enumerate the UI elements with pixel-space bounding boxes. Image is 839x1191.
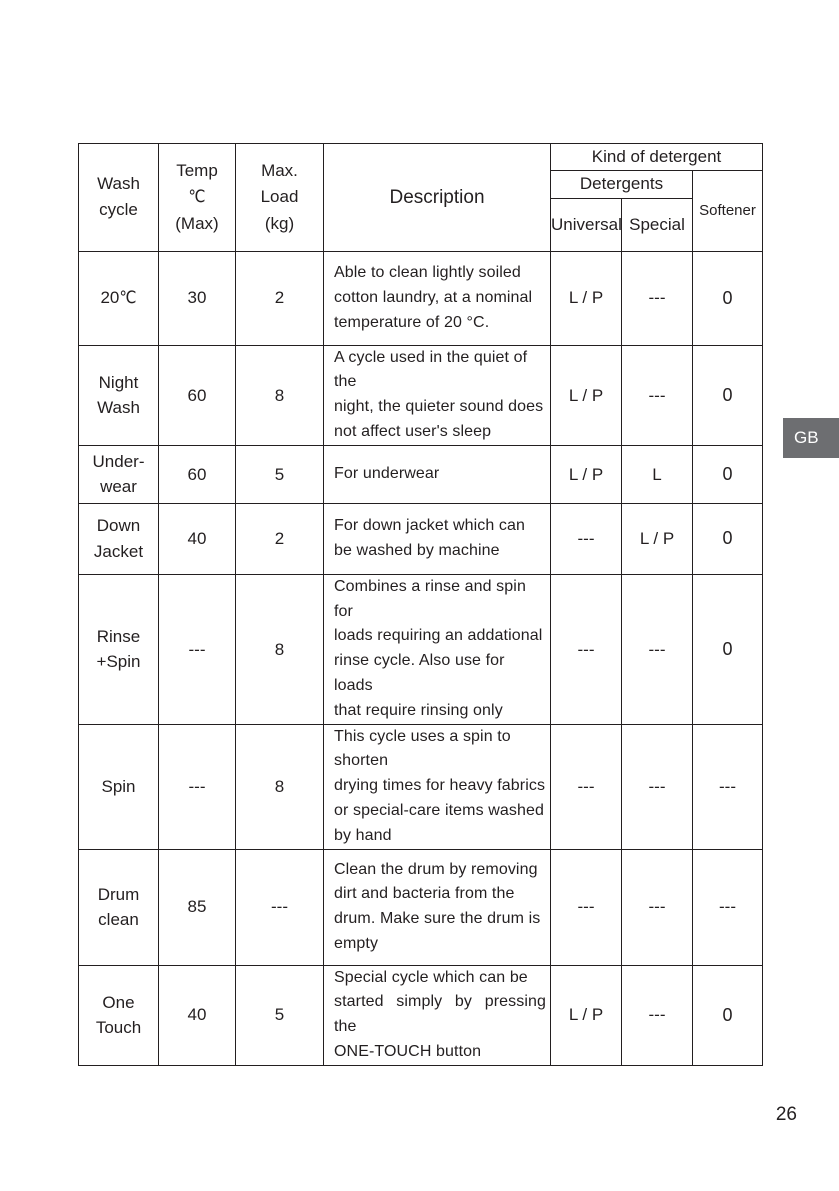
header-temp-text: [175, 158, 218, 237]
cell-description: [324, 849, 551, 965]
wash-cycle-line: wear: [100, 477, 137, 497]
cell-universal: L / P: [551, 251, 622, 345]
table-row: [79, 445, 763, 503]
cell-temp: 40: [159, 503, 236, 574]
description-line: dirt and bacteria from the: [334, 885, 515, 903]
cell-description: [324, 724, 551, 849]
cell-temp: 60: [159, 445, 236, 503]
wash-cycle-line: Night: [98, 372, 139, 392]
cell-universal: ---: [551, 724, 622, 849]
cell-wash-cycle: [79, 965, 159, 1065]
description-line: temperature of 20 °C.: [334, 313, 490, 331]
description-line: or special-care items washed: [334, 802, 544, 820]
cell-softener: 0: [693, 965, 763, 1065]
cell-universal: L / P: [551, 445, 622, 503]
description-line: drying times for heavy fabrics: [334, 777, 546, 795]
cell-special: L / P: [622, 503, 693, 574]
cell-wash-cycle: [79, 345, 159, 445]
cell-special: ---: [622, 724, 693, 849]
header-softener: Softener: [693, 171, 763, 251]
description-line: Special cycle which can be: [334, 968, 528, 986]
header-line: (kg): [264, 213, 295, 233]
cell-temp: 60: [159, 345, 236, 445]
cell-softener: 0: [693, 574, 763, 724]
header-max-load: [236, 144, 324, 252]
cell-wash-cycle: [79, 251, 159, 345]
cell-temp: 85: [159, 849, 236, 965]
wash-cycle-line: clean: [98, 910, 139, 930]
header-description: Description: [324, 144, 551, 252]
header-kind-of-detergent: Kind of detergent: [551, 144, 763, 171]
description-line: For down jacket which can: [334, 517, 526, 535]
cell-max-load: ---: [236, 849, 324, 965]
wash-cycle-line: One: [102, 992, 135, 1012]
description-line: be washed by machine: [334, 541, 500, 559]
cell-wash-cycle: [79, 445, 159, 503]
cell-universal: ---: [551, 574, 622, 724]
cell-max-load: 8: [236, 574, 324, 724]
header-line: ℃: [188, 187, 206, 207]
wash-cycle-line: Jacket: [93, 541, 144, 561]
description-line: rinse cycle. Also use for loads: [334, 652, 505, 695]
cell-max-load: 2: [236, 503, 324, 574]
description-line: drum. Make sure the drum is: [334, 910, 541, 928]
cell-special: ---: [622, 345, 693, 445]
wash-cycle-line: Drum: [97, 884, 140, 904]
cell-softener: 0: [693, 445, 763, 503]
wash-cycle-line: Rinse: [96, 626, 141, 646]
table-row: [79, 345, 763, 445]
table-row: [79, 965, 763, 1065]
cell-special: ---: [622, 965, 693, 1065]
header-line: Max.: [261, 160, 298, 180]
header-special: Special: [622, 198, 693, 251]
header-universal: Universal: [551, 198, 622, 251]
wash-cycle-table: [78, 143, 763, 1066]
cell-softener: 0: [693, 503, 763, 574]
cell-softener: 0: [693, 251, 763, 345]
wash-cycle-line: +Spin: [96, 652, 141, 672]
description-line: empty: [334, 934, 379, 952]
wash-cycle-text: [98, 882, 140, 933]
description-line: that require rinsing only: [334, 701, 503, 719]
cell-temp: ---: [159, 574, 236, 724]
cell-temp: ---: [159, 724, 236, 849]
cell-special: ---: [622, 849, 693, 965]
cell-softener: 0: [693, 345, 763, 445]
header-line: Wash: [97, 174, 140, 193]
header-wash-cycle-text: [97, 171, 140, 224]
wash-cycle-text: [97, 370, 140, 421]
table-row: [79, 724, 763, 849]
cell-softener: ---: [693, 724, 763, 849]
description-line: cotton laundry, at a nominal: [334, 288, 533, 306]
description-line: started simply by pressing the: [334, 993, 546, 1036]
cell-universal: L / P: [551, 965, 622, 1065]
wash-cycle-text: [97, 624, 141, 675]
wash-cycle-line: Down: [96, 516, 141, 536]
table-row: [79, 849, 763, 965]
header-line: cycle: [99, 200, 138, 220]
description-line: loads requiring an addational: [334, 627, 543, 645]
cell-description: [324, 251, 551, 345]
description-line: by hand: [334, 826, 392, 844]
description-line: Combines a rinse and spin for: [334, 577, 526, 620]
cell-wash-cycle: [79, 503, 159, 574]
cell-temp: 40: [159, 965, 236, 1065]
page-number: 26: [775, 1104, 797, 1125]
cell-max-load: 8: [236, 345, 324, 445]
header-wash-cycle: [79, 144, 159, 252]
wash-cycle-line: Under-: [92, 451, 145, 471]
header-detergents: Detergents: [551, 171, 693, 198]
wash-cycle-text: [100, 285, 136, 311]
description-line: not affect user's sleep: [334, 423, 492, 441]
cell-wash-cycle: [79, 574, 159, 724]
cell-description: [324, 574, 551, 724]
description-line: ONE-TOUCH button: [334, 1043, 482, 1061]
cell-max-load: 5: [236, 445, 324, 503]
description-line: Able to clean lightly soiled: [334, 263, 521, 281]
cell-special: L: [622, 445, 693, 503]
table-row: [79, 574, 763, 724]
cell-wash-cycle: [79, 724, 159, 849]
cell-description: [324, 503, 551, 574]
description-line: Clean the drum by removing: [334, 860, 538, 878]
cell-universal: ---: [551, 849, 622, 965]
wash-cycle-line: Spin: [101, 776, 136, 796]
description-line: A cycle used in the quiet of the: [334, 348, 528, 391]
cell-wash-cycle: [79, 849, 159, 965]
language-tab: GB: [783, 418, 839, 458]
wash-cycle-line: 20℃: [100, 288, 137, 308]
header-row: [79, 144, 763, 171]
wash-cycle-text: [101, 774, 135, 800]
description-line: For underwear: [334, 464, 440, 482]
cell-universal: L / P: [551, 345, 622, 445]
cell-special: ---: [622, 574, 693, 724]
cell-softener: ---: [693, 849, 763, 965]
table-row: [79, 251, 763, 345]
header-line: Load: [260, 187, 299, 207]
header-temp: [159, 144, 236, 252]
header-line: (Max): [175, 213, 219, 233]
cell-max-load: 2: [236, 251, 324, 345]
cell-temp: 30: [159, 251, 236, 345]
cell-max-load: 5: [236, 965, 324, 1065]
wash-cycle-text: [94, 513, 143, 564]
wash-cycle-text: [93, 449, 145, 500]
description-line: night, the quieter sound does: [334, 398, 544, 416]
cell-max-load: 8: [236, 724, 324, 849]
cell-description: [324, 445, 551, 503]
cell-description: [324, 965, 551, 1065]
wash-cycle-line: Wash: [97, 398, 140, 418]
description-line: This cycle uses a spin to shorten: [334, 727, 511, 770]
table-row: [79, 503, 763, 574]
cell-description: [324, 345, 551, 445]
cell-universal: ---: [551, 503, 622, 574]
header-line: Temp: [176, 160, 218, 180]
wash-cycle-text: [96, 990, 141, 1041]
wash-cycle-line: Touch: [95, 1018, 142, 1038]
header-max-load-text: [261, 158, 299, 237]
cell-special: ---: [622, 251, 693, 345]
